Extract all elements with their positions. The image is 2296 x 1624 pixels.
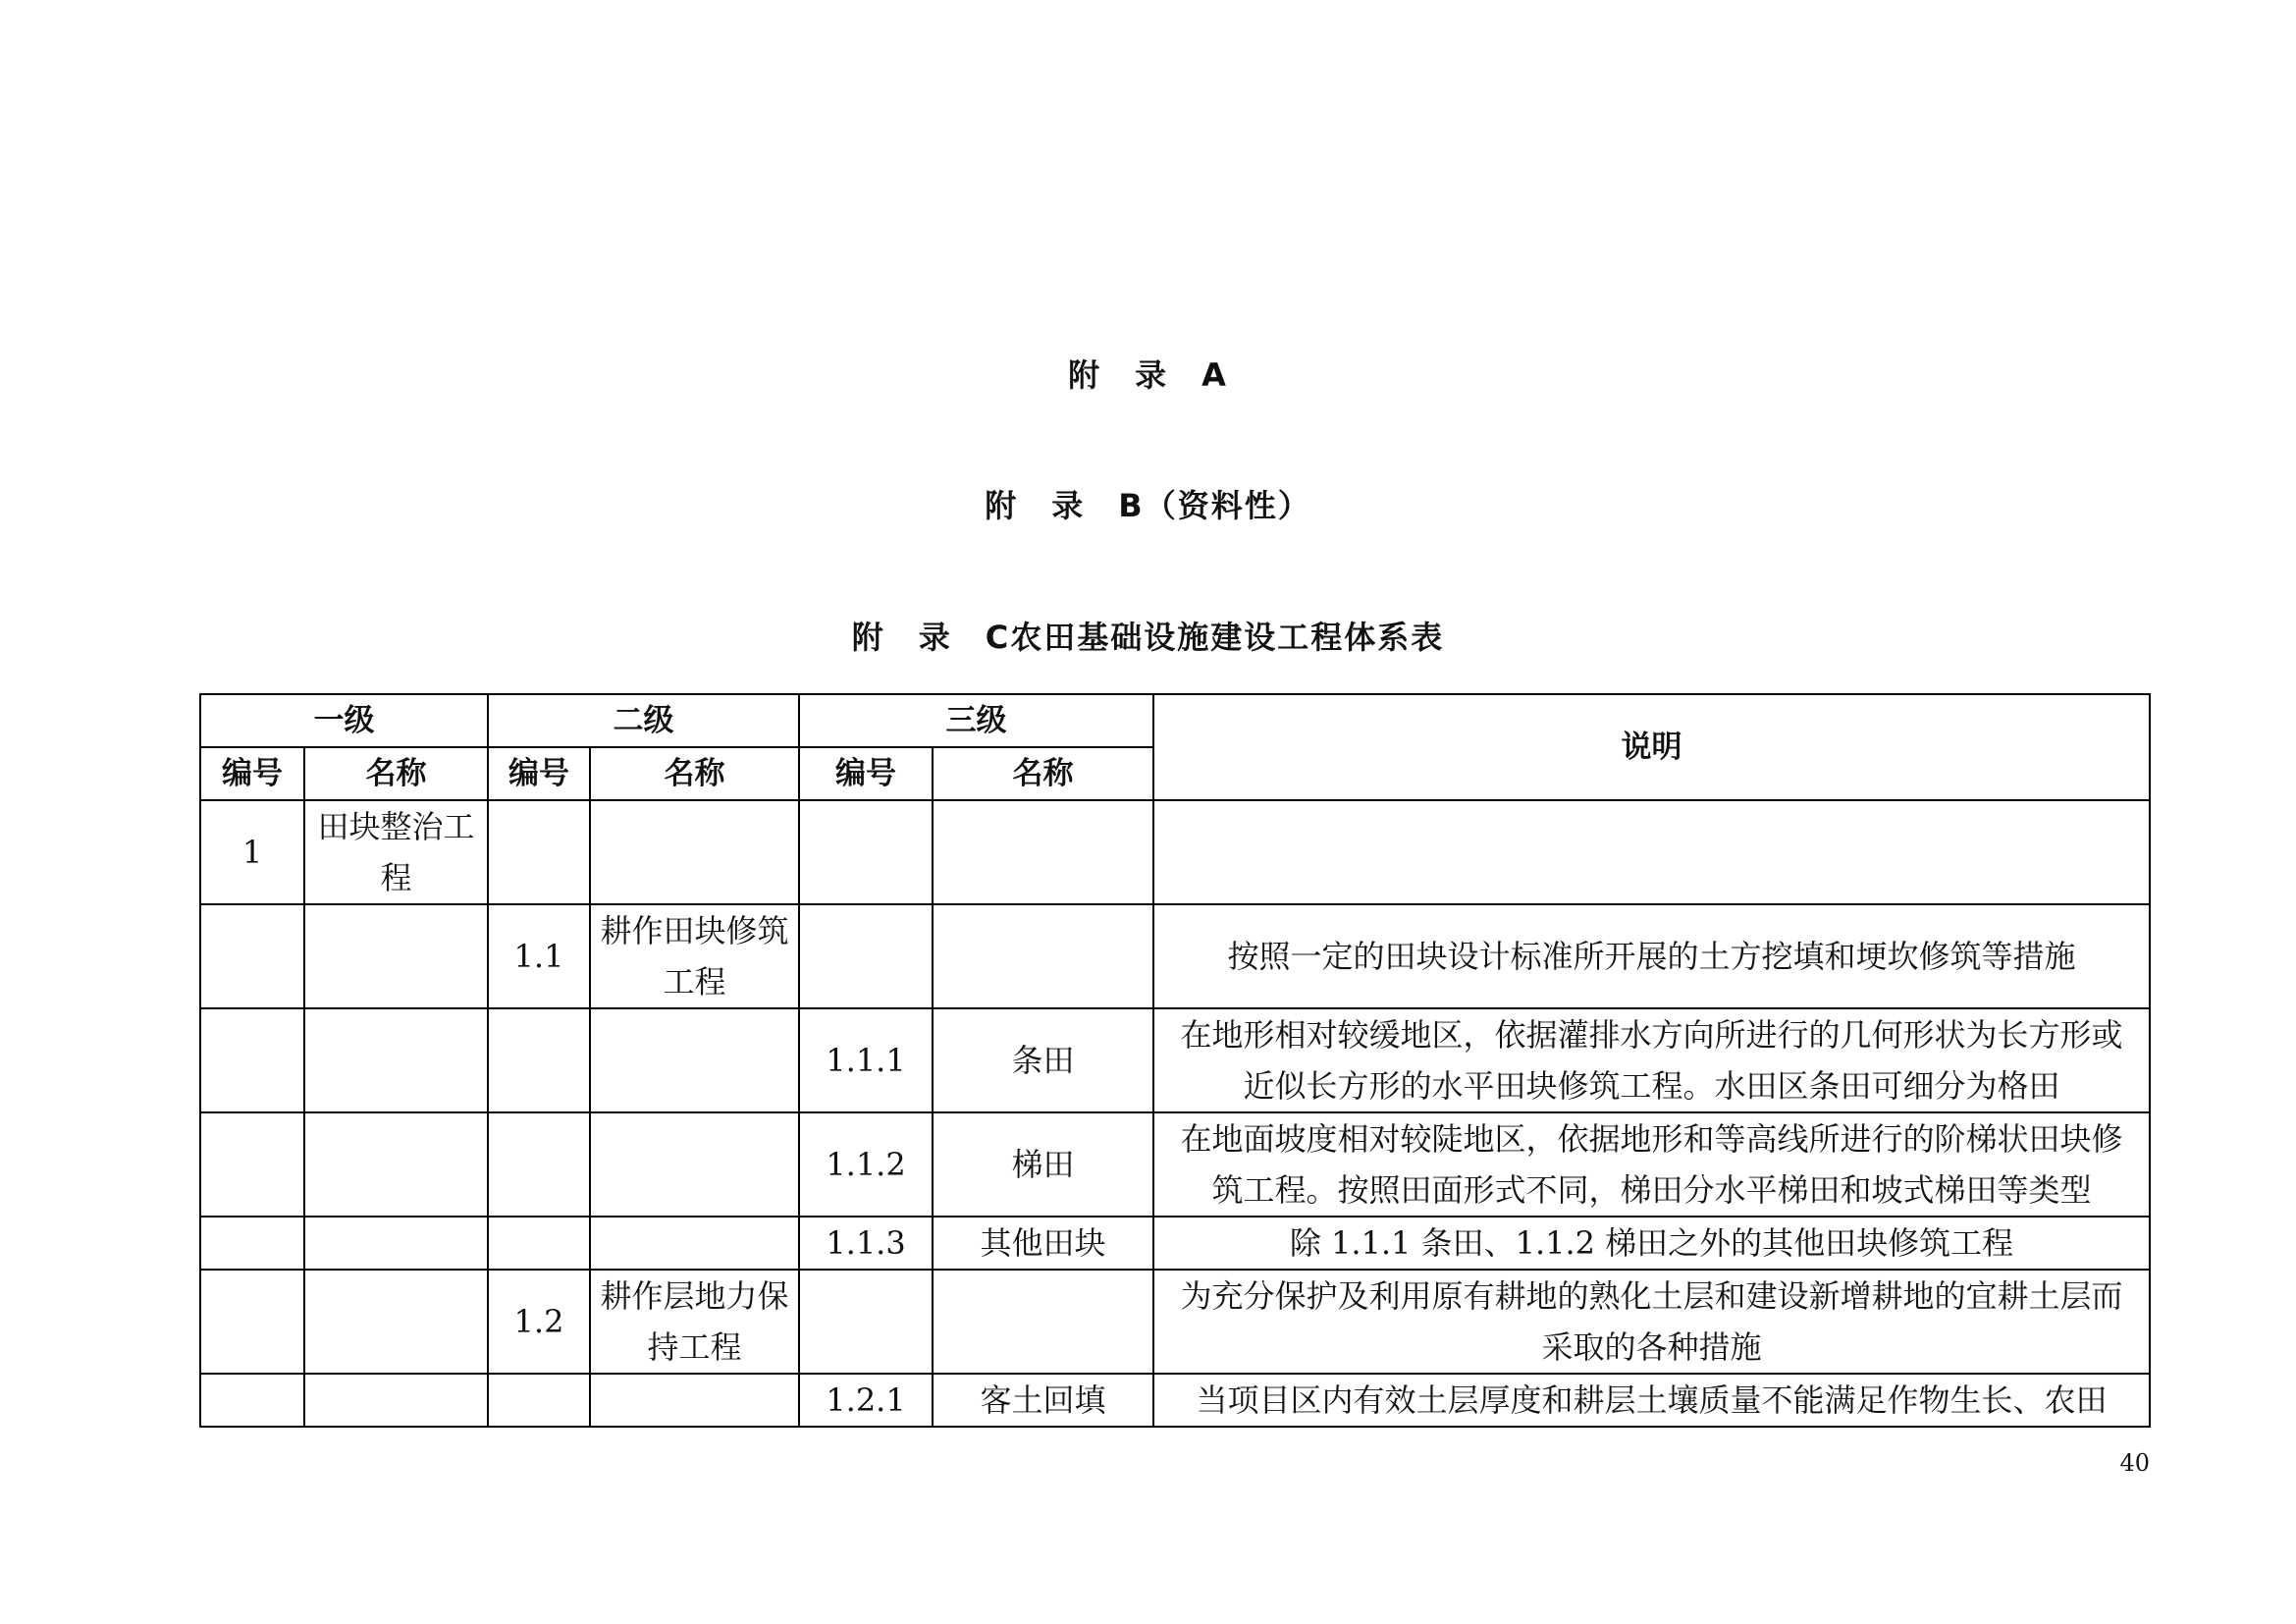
l3-name-cell: 条田 bbox=[933, 1008, 1153, 1112]
infrastructure-system-table bbox=[199, 693, 2151, 1428]
description-cell: 除 1.1.1 条田、1.1.2 梯田之外的其他田块修筑工程 bbox=[1153, 1217, 2150, 1270]
table-row bbox=[200, 1008, 2150, 1112]
l3-code-cell: 1.1.1 bbox=[799, 1008, 933, 1112]
appendix-b-heading: 附 录 B（资料性） bbox=[985, 487, 1311, 524]
description-cell: 在地面坡度相对较陡地区，依据地形和等高线所进行的阶梯状田块修筑工程。按照田面形式不同，梯田分水平梯田和坡式梯田等类型 bbox=[1153, 1112, 2150, 1217]
appendix-c-heading: 附 录 C农田基础设施建设工程体系表 bbox=[851, 619, 1445, 656]
l1-code-cell bbox=[200, 1270, 304, 1374]
header-l2-code: 编号 bbox=[488, 747, 590, 800]
l3-name-cell bbox=[933, 904, 1153, 1008]
l1-name-cell bbox=[304, 1217, 488, 1270]
l2-code-cell bbox=[488, 800, 590, 904]
header-level-1: 一级 bbox=[200, 694, 488, 747]
l2-name-cell bbox=[590, 800, 799, 904]
l3-code-cell bbox=[799, 904, 933, 1008]
appendix-a-heading: 附 录 A bbox=[1068, 356, 1228, 394]
l2-code-cell bbox=[488, 1112, 590, 1217]
header-l3-code: 编号 bbox=[799, 747, 933, 800]
l3-name-cell bbox=[933, 1270, 1153, 1374]
l3-code-cell bbox=[799, 1270, 933, 1374]
l1-name-cell bbox=[304, 1112, 488, 1217]
table-row bbox=[200, 1112, 2150, 1217]
l1-name-cell bbox=[304, 1008, 488, 1112]
l3-name-cell: 其他田块 bbox=[933, 1217, 1153, 1270]
l3-code-cell bbox=[799, 800, 933, 904]
header-description: 说明 bbox=[1153, 694, 2150, 800]
l2-code-cell bbox=[488, 1008, 590, 1112]
l1-code-cell bbox=[200, 1217, 304, 1270]
header-l3-name: 名称 bbox=[933, 747, 1153, 800]
l2-name-cell bbox=[590, 1374, 799, 1427]
l3-code-cell: 1.1.2 bbox=[799, 1112, 933, 1217]
page-number: 40 bbox=[2119, 1449, 2150, 1477]
description-cell bbox=[1153, 800, 2150, 904]
description-cell: 为充分保护及利用原有耕地的熟化土层和建设新增耕地的宜耕土层而采取的各种措施 bbox=[1153, 1270, 2150, 1374]
table-row bbox=[200, 1270, 2150, 1374]
l1-name-cell bbox=[304, 1374, 488, 1427]
l3-code-cell: 1.1.3 bbox=[799, 1217, 933, 1270]
l2-name-cell bbox=[590, 1217, 799, 1270]
l2-name-cell bbox=[590, 1008, 799, 1112]
description-cell: 按照一定的田块设计标准所开展的土方挖填和埂坎修筑等措施 bbox=[1153, 904, 2150, 1008]
l1-code-cell bbox=[200, 1008, 304, 1112]
l1-code-cell: 1 bbox=[200, 800, 304, 904]
description-cell: 在地形相对较缓地区，依据灌排水方向所进行的几何形状为长方形或近似长方形的水平田块修筑工程。水田区条田可细分为格田 bbox=[1153, 1008, 2150, 1112]
l2-code-cell bbox=[488, 1217, 590, 1270]
l2-name-cell: 耕作层地力保持工程 bbox=[590, 1270, 799, 1374]
l2-code-cell bbox=[488, 1374, 590, 1427]
header-l2-name: 名称 bbox=[590, 747, 799, 800]
l1-name-cell bbox=[304, 904, 488, 1008]
header-l1-code: 编号 bbox=[200, 747, 304, 800]
l3-code-cell: 1.2.1 bbox=[799, 1374, 933, 1427]
table-row bbox=[200, 1374, 2150, 1427]
l3-name-cell: 梯田 bbox=[933, 1112, 1153, 1217]
l1-code-cell bbox=[200, 1374, 304, 1427]
header-level-2: 二级 bbox=[488, 694, 799, 747]
l1-code-cell bbox=[200, 1112, 304, 1217]
l2-code-cell: 1.2 bbox=[488, 1270, 590, 1374]
l2-name-cell bbox=[590, 1112, 799, 1217]
l1-code-cell bbox=[200, 904, 304, 1008]
l3-name-cell bbox=[933, 800, 1153, 904]
l2-name-cell: 耕作田块修筑工程 bbox=[590, 904, 799, 1008]
header-l1-name: 名称 bbox=[304, 747, 488, 800]
table-row bbox=[200, 1217, 2150, 1270]
header-level-3: 三级 bbox=[799, 694, 1153, 747]
l1-name-cell bbox=[304, 1270, 488, 1374]
l1-name-cell: 田块整治工程 bbox=[304, 800, 488, 904]
table-row bbox=[200, 800, 2150, 904]
table-row bbox=[200, 904, 2150, 1008]
description-cell: 当项目区内有效土层厚度和耕层土壤质量不能满足作物生长、农田 bbox=[1153, 1374, 2150, 1427]
l2-code-cell: 1.1 bbox=[488, 904, 590, 1008]
l3-name-cell: 客土回填 bbox=[933, 1374, 1153, 1427]
